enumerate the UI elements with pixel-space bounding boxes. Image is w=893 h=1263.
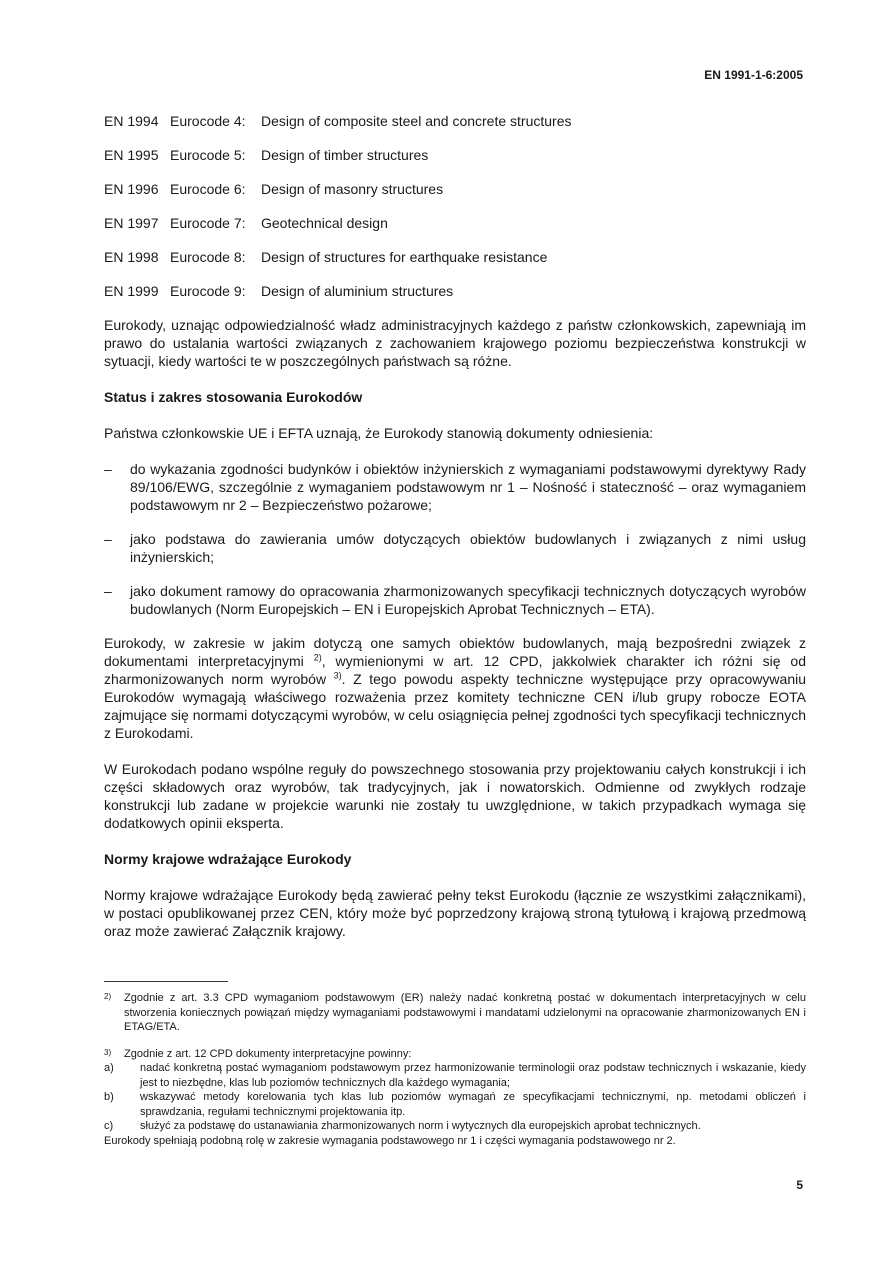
footnote-text: Zgodnie z art. 12 CPD dokumenty interpretacyjne powinny: <box>124 1047 412 1060</box>
eurocode-name: Eurocode 5: <box>170 147 246 163</box>
eurocode-row <box>104 180 806 198</box>
paragraph-text: Eurokody, w zakresie w jakim dotyczą one samych obiektów budowlanych, mają bezpośredni związek z dokumentami interpretacyjnymi <box>104 635 806 669</box>
paragraph-national: Normy krajowe wdrażające Eurokody będą zawierać pełny tekst Eurokodu (łącznie ze wszystkimi załącznikami), w postaci opublikowanej przez CEN, który może być poprzedzony krajową stroną tytułową i krajową przedmową oraz może zawierać Załącznik krajowy. <box>104 887 806 939</box>
eurocode-name: Eurocode 7: <box>170 215 246 231</box>
eurocode-title: Design of composite steel and concrete structures <box>261 113 572 129</box>
footnote-reference[interactable]: 2) <box>313 652 322 663</box>
eurocode-name: Eurocode 6: <box>170 181 246 197</box>
footnote-closing: Eurokody spełniają podobną rolę w zakresie wymagania podstawowego nr 1 i części wymagania podstawowego nr 2. <box>104 1134 676 1147</box>
footnote-list-item <box>104 1061 806 1090</box>
paragraph-text: , wymienionymi w art. 12 CPD, jakkolwiek charakter ich różni się od zharmonizowanych norm wyrobów <box>104 653 806 687</box>
paragraph-member-states: Państwa członkowskie UE i EFTA uznają, że Eurokody stanowią dokumenty odniesienia: <box>104 425 654 441</box>
eurocode-title: Design of timber structures <box>261 147 429 163</box>
paragraph-common-rules: W Eurokodach podano wspólne reguły do powszechnego stosowania przy projektowaniu całych konstrukcji i ich części składowych oraz wyrobów, tak tradycyjnych, jak i nowatorskich. Odmienne od zwykłych rodzaje konstrukcji lub zadane w projekcie warunki nie zostały tu uwzględnione, w takich przypadkach wymaga się dodatkowych opinii eksperta. <box>104 761 806 831</box>
paragraph-text: . Z tego powodu aspekty techniczne występujące przy opracowywaniu Eurokodów wymagają właściwego rozważenia przez komitety techniczne CEN i/lub grupy robocze EOTA zajmujące się normami dotyczącymi wyrobów, w celu osiągnięcia pełnej zgodności tych specyfikacji technicznych z Eurokodami. <box>104 671 806 741</box>
footnote-reference[interactable]: 3) <box>333 670 342 681</box>
footnote-item-label: a) <box>104 1062 114 1074</box>
bullet-dash: – <box>104 531 112 547</box>
eurocode-number: EN 1997 <box>104 215 159 231</box>
footnote-text: Zgodnie z art. 3.3 CPD wymaganiom podstawowym (ER) należy nadać konkretną postać w dokumentach interpretacyjnych w celu stworzenia koniecznych powiązań między wymaganiami podstawowymi i mandatami udzielonymi na opracowanie zharmonizowanych EN i ETAG/ETA. <box>124 992 806 1033</box>
bullet-dash: – <box>104 583 112 599</box>
document-body <box>104 112 806 958</box>
eurocode-number: EN 1999 <box>104 283 159 299</box>
eurocode-name: Eurocode 8: <box>170 249 246 265</box>
footnote <box>104 1047 806 1149</box>
footnote-item-text: nadać konkretną postać wymaganiom podstawowym przez harmonizowanie terminologii oraz podstaw technicznych i wskazanie, kiedy jest to niezbędne, klas lub poziomów technicznych dla każdego wymagania; <box>140 1062 806 1089</box>
eurocode-row <box>104 146 806 164</box>
footnote-intro-row <box>104 1047 806 1062</box>
list-item <box>104 582 806 618</box>
eurocode-name: Eurocode 9: <box>170 283 246 299</box>
list-item-text: jako dokument ramowy do opracowania zharmonizowanych specyfikacji technicznych dotyczących wyrobów budowlanych (Norm Europejskich – EN i Europejskich Aprobat Technicznych – ETA). <box>130 583 806 617</box>
footnote-item-label: c) <box>104 1120 114 1132</box>
eurocode-row <box>104 282 806 300</box>
eurocode-number: EN 1996 <box>104 181 159 197</box>
document-header: EN 1991-1-6:2005 <box>704 68 803 82</box>
section-heading-status: Status i zakres stosowania Eurokodów <box>104 389 363 405</box>
eurocode-number: EN 1995 <box>104 147 159 163</box>
footnote-item-text: służyć za podstawę do ustanawiania zharmonizowanych norm i wytycznych dla europejskich aprobat technicznych. <box>140 1120 701 1132</box>
footnote <box>104 991 806 1035</box>
eurocode-row <box>104 248 806 266</box>
eurocode-name: Eurocode 4: <box>170 113 246 129</box>
eurocode-title: Geotechnical design <box>261 215 388 231</box>
page-number: 5 <box>796 1178 803 1192</box>
footnotes <box>104 991 806 1148</box>
paragraph-interpretative <box>104 634 806 742</box>
eurocode-number: EN 1998 <box>104 249 159 265</box>
footnote-divider <box>104 981 228 982</box>
footnote-item-label: b) <box>104 1091 114 1103</box>
list-item-text: do wykazania zgodności budynków i obiektów inżynierskich z wymaganiami podstawowymi dyrektywy Rady 89/106/EWG, szczególnie z wymaganiem podstawowym nr 1 – Nośność i stateczność – oraz wymaganiem podstawowym nr 2 – Bezpieczeństwo pożarowe; <box>130 461 806 513</box>
list-item <box>104 460 806 514</box>
eurocode-row <box>104 214 806 232</box>
footnote-list-item <box>104 1090 806 1119</box>
eurocode-title: Design of aluminium structures <box>261 283 454 299</box>
bullet-dash: – <box>104 461 112 477</box>
footnote-mark: 2) <box>104 992 112 1001</box>
paragraph-authority: Eurokody, uznając odpowiedzialność władz administracyjnych każdego z państw członkowskich, zapewniają im prawo do ustalania wartości związanych z zachowaniem krajowego poziomu bezpieczeństwa konstrukcji w sytuacji, kiedy wartości te w poszczególnych państwach są różne. <box>104 317 806 369</box>
footnote-item-text: wskazywać metody korelowania tych klas lub poziomów wymagań ze specyfikacjami technicznymi, np. metodami obliczeń i sprawdzania, regułami technicznymi projektowania itp. <box>140 1091 806 1118</box>
footnote-list-item <box>104 1119 806 1134</box>
list-item-text: jako podstawa do zawierania umów dotyczących obiektów budowlanych i związanych z nimi usług inżynierskich; <box>130 531 806 565</box>
eurocode-title: Design of masonry structures <box>261 181 444 197</box>
list-item <box>104 530 806 566</box>
section-heading-national: Normy krajowe wdrażające Eurokody <box>104 851 352 867</box>
eurocode-title: Design of structures for earthquake resistance <box>261 249 548 265</box>
eurocode-row <box>104 112 806 130</box>
footnote-mark: 3) <box>104 1047 112 1057</box>
eurocode-number: EN 1994 <box>104 113 159 129</box>
